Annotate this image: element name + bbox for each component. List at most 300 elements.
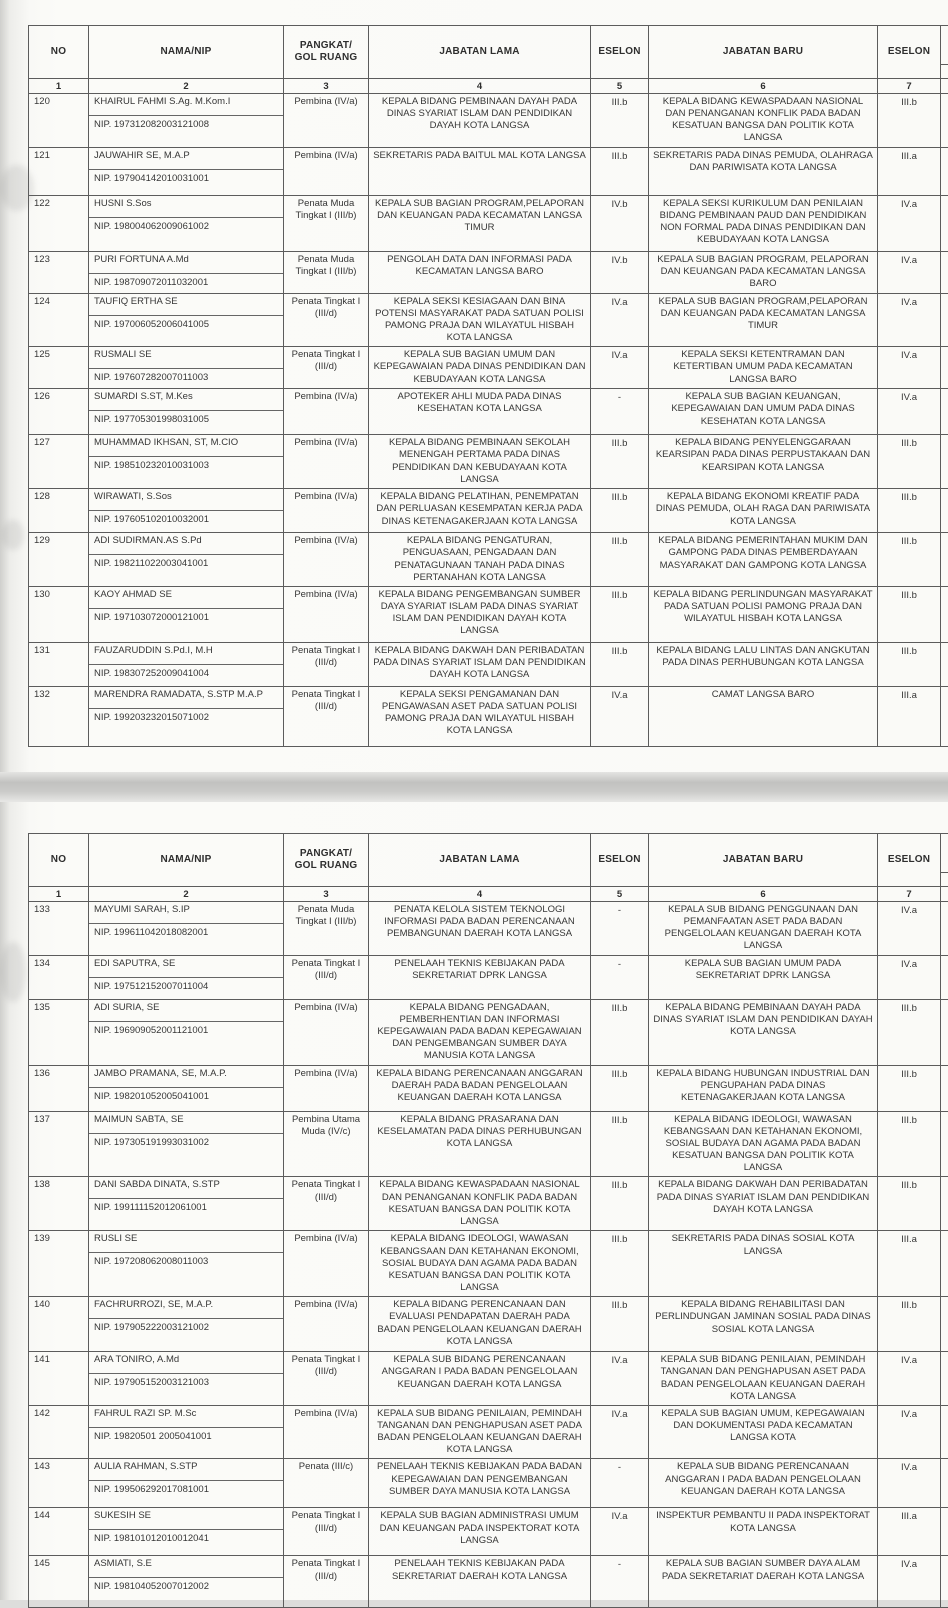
cell-nama-nip bbox=[89, 251, 284, 293]
cell-pangkat-gol: Penata (III/c) bbox=[284, 1459, 369, 1508]
cell-eselon-lama: III.b bbox=[591, 1111, 649, 1177]
cell-eselon-lama: - bbox=[591, 1459, 649, 1508]
cell-eselon-lama: III.b bbox=[591, 1297, 649, 1352]
cell-eselon-baru: III.b bbox=[878, 586, 941, 642]
table-row bbox=[29, 489, 948, 533]
person-nip: NIP. 197905222003121002 bbox=[89, 1318, 283, 1336]
cell-eselon-baru: IV.a bbox=[878, 955, 941, 999]
cell-pangkat-gol: Pembina Utama Muda (IV/c) bbox=[284, 1111, 369, 1177]
header-col-cutoff bbox=[941, 834, 948, 887]
table-row bbox=[29, 533, 948, 587]
column-number: 5 bbox=[591, 887, 649, 902]
cell-no: 134 bbox=[29, 955, 89, 999]
cell-no: 128 bbox=[29, 489, 89, 533]
person-name: PURI FORTUNA A.Md bbox=[89, 252, 283, 273]
cell-cutoff bbox=[941, 1459, 948, 1508]
header-col-no: NO bbox=[29, 834, 89, 887]
column-number: 7 bbox=[878, 887, 941, 902]
cell-cutoff bbox=[941, 955, 948, 999]
cell-cutoff bbox=[941, 435, 948, 489]
table-row bbox=[29, 586, 948, 642]
cell-pangkat-gol: Pembina (IV/a) bbox=[284, 94, 369, 148]
cell-cutoff bbox=[941, 1111, 948, 1177]
cell-nama-nip bbox=[89, 1556, 284, 1608]
cell-eselon-lama: - bbox=[591, 902, 649, 956]
cell-jabatan-lama: KEPALA SUB BIDANG PERENCANAAN ANGGARAN I PADA BADAN PENGELOLAAN KEUANGAN DAERAH KOTA LANGSA bbox=[369, 1352, 591, 1406]
header-row bbox=[29, 26, 948, 79]
cell-jabatan-lama: PENGOLAH DATA DAN INFORMASI PADA KECAMATAN LANGSA BARO bbox=[369, 251, 591, 293]
cell-pangkat-gol: Pembina (IV/a) bbox=[284, 435, 369, 489]
table-row bbox=[29, 1111, 948, 1177]
person-nip: NIP. 197208062008011003 bbox=[89, 1252, 283, 1270]
cell-jabatan-baru: KEPALA SUB BIDANG PENGGUNAAN DAN PEMANFAATAN ASET PADA BADAN PENGELOLAAN KEUANGAN DAERAH KOTA LANGSA bbox=[649, 902, 878, 956]
cell-nama-nip bbox=[89, 533, 284, 587]
column-number: 6 bbox=[649, 79, 878, 94]
cell-cutoff bbox=[941, 586, 948, 642]
cell-no: 122 bbox=[29, 195, 89, 251]
cell-cutoff bbox=[941, 389, 948, 435]
column-number: 2 bbox=[89, 887, 284, 902]
person-nip: NIP. 197512152007011004 bbox=[89, 977, 283, 995]
cell-no: 145 bbox=[29, 1556, 89, 1608]
cell-eselon-baru: III.a bbox=[878, 1231, 941, 1297]
cell-pangkat-gol: Pembina (IV/a) bbox=[284, 586, 369, 642]
cell-no: 139 bbox=[29, 1231, 89, 1297]
cell-eselon-baru: IV.a bbox=[878, 1556, 941, 1608]
table-row bbox=[29, 389, 948, 435]
header-col-jabatan-lama: JABATAN LAMA bbox=[369, 834, 591, 887]
header-col-nama-nip: NAMA/NIP bbox=[89, 834, 284, 887]
person-name: ADI SUDIRMAN.AS S.Pd bbox=[89, 533, 283, 554]
person-nip: NIP. 197605102010032001 bbox=[89, 510, 283, 528]
column-number: 4 bbox=[369, 79, 591, 94]
cell-eselon-lama: III.b bbox=[591, 999, 649, 1065]
table-row bbox=[29, 1065, 948, 1111]
cell-eselon-baru: IV.a bbox=[878, 293, 941, 347]
cell-eselon-baru: III.b bbox=[878, 489, 941, 533]
table-row bbox=[29, 94, 948, 148]
cell-no: 136 bbox=[29, 1065, 89, 1111]
person-nip: NIP. 198709072011032001 bbox=[89, 273, 283, 291]
cell-jabatan-baru: KEPALA SUB BAGIAN UMUM PADA SEKRETARIAT DPRK LANGSA bbox=[649, 955, 878, 999]
table-row bbox=[29, 999, 948, 1065]
column-number-cutoff bbox=[941, 887, 948, 902]
cell-jabatan-baru: KEPALA SEKSI KURIKULUM DAN PENILAIAN BIDANG PEMBINAAN PAUD DAN PENDIDIKAN NON FORMAL PADA DINAS PENDIDIKAN DAN KEBUDAYAAN KOTA LANGSA bbox=[649, 195, 878, 251]
cell-jabatan-baru: SEKRETARIS PADA DINAS SOSIAL KOTA LANGSA bbox=[649, 1231, 878, 1297]
person-name: AULIA RAHMAN, S.STP bbox=[89, 1459, 283, 1480]
cell-jabatan-baru: SEKRETARIS PADA DINAS PEMUDA, OLAHRAGA DAN PARIWISATA KOTA LANGSA bbox=[649, 147, 878, 195]
table-row bbox=[29, 1459, 948, 1508]
cell-jabatan-baru: KEPALA SUB BIDANG PENILAIAN, PEMINDAH TANGANAN DAN PENGHAPUSAN ASET PADA BADAN PENGELOLAAN KEUANGAN DAERAH KOTA LANGSA bbox=[649, 1352, 878, 1406]
person-nip: NIP. 196909052001121001 bbox=[89, 1021, 283, 1039]
cell-pangkat-gol: Pembina (IV/a) bbox=[284, 1065, 369, 1111]
cell-nama-nip bbox=[89, 999, 284, 1065]
table-row bbox=[29, 902, 948, 956]
cell-jabatan-baru: KEPALA SUB BAGIAN UMUM, KEPEGAWAIAN DAN DOKUMENTASI PADA KECAMATAN LANGSA KOTA bbox=[649, 1405, 878, 1459]
cell-nama-nip bbox=[89, 347, 284, 389]
cell-eselon-baru: IV.a bbox=[878, 251, 941, 293]
person-name: WIRAWATI, S.Sos bbox=[89, 489, 283, 510]
cell-no: 127 bbox=[29, 435, 89, 489]
cell-nama-nip bbox=[89, 1508, 284, 1556]
table-row bbox=[29, 1231, 948, 1297]
cell-cutoff bbox=[941, 999, 948, 1065]
cell-jabatan-baru: KEPALA SUB BAGIAN PROGRAM,PELAPORAN DAN KEUANGAN PADA KECAMATAN LANGSA TIMUR bbox=[649, 293, 878, 347]
person-name: HUSNI S.Sos bbox=[89, 196, 283, 217]
cell-eselon-lama: IV.b bbox=[591, 195, 649, 251]
cell-pangkat-gol: Pembina (IV/a) bbox=[284, 1231, 369, 1297]
cell-nama-nip bbox=[89, 902, 284, 956]
cell-jabatan-lama: KEPALA BIDANG KEWASPADAAN NASIONAL DAN PENANGANAN KONFLIK PADA BADAN KESATUAN BANGSA DAN POLITIK KOTA LANGSA bbox=[369, 1177, 591, 1231]
cell-nama-nip bbox=[89, 389, 284, 435]
cell-eselon-baru: IV.a bbox=[878, 1459, 941, 1508]
cell-cutoff bbox=[941, 1508, 948, 1556]
cell-jabatan-baru: KEPALA BIDANG DAKWAH DAN PERIBADATAN PADA DINAS SYARIAT ISLAM DAN PENDIDIKAN DAYAH KOTA LANGSA bbox=[649, 1177, 878, 1231]
person-nip: NIP. 197006052006041005 bbox=[89, 315, 283, 333]
cell-jabatan-lama: KEPALA SEKSI KESIAGAAN DAN BINA POTENSI MASYARAKAT PADA SATUAN POLISI PAMONG PRAJA DAN WILAYATUL HISBAH KOTA LANGSA bbox=[369, 293, 591, 347]
cell-eselon-lama: IV.a bbox=[591, 347, 649, 389]
cell-eselon-lama: - bbox=[591, 1556, 649, 1608]
cell-pangkat-gol: Penata Tingkat I (III/d) bbox=[284, 293, 369, 347]
cell-eselon-lama: III.b bbox=[591, 489, 649, 533]
cell-no: 129 bbox=[29, 533, 89, 587]
cell-no: 121 bbox=[29, 147, 89, 195]
cell-pangkat-gol: Pembina (IV/a) bbox=[284, 999, 369, 1065]
cell-nama-nip bbox=[89, 1405, 284, 1459]
person-nip: NIP. 198101012010012041 bbox=[89, 1529, 283, 1547]
person-nip: NIP. 197305191993031002 bbox=[89, 1133, 283, 1151]
cell-jabatan-lama: KEPALA BIDANG PELATIHAN, PENEMPATAN DAN PERLUASAN KESEMPATAN KERJA PADA DINAS KETENAGAKERJAAN KOTA LANGSA bbox=[369, 489, 591, 533]
cell-nama-nip bbox=[89, 1459, 284, 1508]
cell-cutoff bbox=[941, 686, 948, 746]
person-name: ADI SURIA, SE bbox=[89, 1000, 283, 1021]
cell-pangkat-gol: Penata Tingkat I (III/d) bbox=[284, 642, 369, 686]
table-row bbox=[29, 147, 948, 195]
cell-pangkat-gol: Penata Tingkat I (III/d) bbox=[284, 1556, 369, 1608]
cell-jabatan-baru: KEPALA BIDANG EKONOMI KREATIF PADA DINAS PEMUDA, OLAH RAGA DAN PARIWISATA KOTA LANGSA bbox=[649, 489, 878, 533]
cell-eselon-lama: III.b bbox=[591, 147, 649, 195]
personnel-mutation-table-2 bbox=[28, 833, 948, 1608]
person-name: ARA TONIRO, A.Md bbox=[89, 1352, 283, 1373]
cell-cutoff bbox=[941, 347, 948, 389]
table-row bbox=[29, 1177, 948, 1231]
person-name: SUKESIH SE bbox=[89, 1508, 283, 1529]
table-row bbox=[29, 1556, 948, 1608]
cell-eselon-lama: IV.a bbox=[591, 1405, 649, 1459]
person-name: DANI SABDA DINATA, S.STP bbox=[89, 1177, 283, 1198]
cell-eselon-baru: III.b bbox=[878, 435, 941, 489]
column-number: 7 bbox=[878, 79, 941, 94]
cell-jabatan-lama: KEPALA SUB BAGIAN ADMINISTRASI UMUM DAN KEUANGAN PADA INSPEKTORAT KOTA LANGSA bbox=[369, 1508, 591, 1556]
cell-jabatan-lama: SEKRETARIS PADA BAITUL MAL KOTA LANGSA bbox=[369, 147, 591, 195]
table-header bbox=[29, 834, 948, 902]
cell-no: 120 bbox=[29, 94, 89, 148]
scanned-page-1 bbox=[0, 0, 948, 772]
person-nip: NIP. 198510232010031003 bbox=[89, 456, 283, 474]
person-name: TAUFIQ ERTHA SE bbox=[89, 294, 283, 315]
cell-jabatan-lama: KEPALA BIDANG PERENCANAAN ANGGARAN DAERAH PADA BADAN PENGELOLAAN KEUANGAN DAERAH KOTA LANGSA bbox=[369, 1065, 591, 1111]
person-nip: NIP. 199203232015071002 bbox=[89, 708, 283, 726]
cell-nama-nip bbox=[89, 1065, 284, 1111]
cell-jabatan-baru: KEPALA BIDANG PEMBINAAN DAYAH PADA DINAS SYARIAT ISLAM DAN PENDIDIKAN DAYAH KOTA LANGSA bbox=[649, 999, 878, 1065]
column-number-row bbox=[29, 79, 948, 94]
cell-no: 131 bbox=[29, 642, 89, 686]
person-nip: NIP. 197312082003121008 bbox=[89, 115, 283, 133]
cell-jabatan-baru: KEPALA BIDANG HUBUNGAN INDUSTRIAL DAN PENGUPAHAN PADA DINAS KETENAGAKERJAAN KOTA LANGSA bbox=[649, 1065, 878, 1111]
header-col-jabatan-lama: JABATAN LAMA bbox=[369, 26, 591, 79]
person-name: MUHAMMAD IKHSAN, ST, M.CIO bbox=[89, 435, 283, 456]
cell-jabatan-lama: PENELAAH TEKNIS KEBIJAKAN PADA BADAN KEPEGAWAIAN DAN PENGEMBANGAN SUMBER DAYA MANUSIA KOTA LANGSA bbox=[369, 1459, 591, 1508]
cell-cutoff bbox=[941, 1405, 948, 1459]
cell-eselon-baru: III.b bbox=[878, 1177, 941, 1231]
cell-cutoff bbox=[941, 1556, 948, 1608]
cell-no: 142 bbox=[29, 1405, 89, 1459]
cell-no: 132 bbox=[29, 686, 89, 746]
person-nip: NIP. 19820501 2005041001 bbox=[89, 1427, 283, 1445]
cell-eselon-lama: IV.a bbox=[591, 1352, 649, 1406]
header-col-no: NO bbox=[29, 26, 89, 79]
cell-nama-nip bbox=[89, 435, 284, 489]
cell-jabatan-lama: KEPALA BIDANG PENGADAAN, PEMBERHENTIAN DAN INFORMASI KEPEGAWAIAN PADA BADAN KEPEGAWAIAN DAN PENGEMBANGAN SUMBER DAYA MANUSIA KOTA LANGSA bbox=[369, 999, 591, 1065]
person-nip: NIP. 198211022003041001 bbox=[89, 554, 283, 572]
table-row bbox=[29, 1297, 948, 1352]
table-row bbox=[29, 195, 948, 251]
cell-eselon-baru: IV.a bbox=[878, 1405, 941, 1459]
header-col-pangkat: PANGKAT/ GOL RUANG bbox=[284, 26, 369, 79]
person-nip: NIP. 198104052007012002 bbox=[89, 1577, 283, 1595]
cutoff-column-divider-line bbox=[941, 40, 948, 65]
cell-nama-nip bbox=[89, 1111, 284, 1177]
cell-jabatan-baru: KEPALA BIDANG REHABILITASI DAN PERLINDUNGAN JAMINAN SOSIAL PADA DINAS SOSIAL KOTA LANGSA bbox=[649, 1297, 878, 1352]
cell-jabatan-baru: KEPALA SUB BAGIAN SUMBER DAYA ALAM PADA SEKRETARIAT DAERAH KOTA LANGSA bbox=[649, 1556, 878, 1608]
cell-eselon-lama: III.b bbox=[591, 1231, 649, 1297]
table-row bbox=[29, 642, 948, 686]
table-row bbox=[29, 251, 948, 293]
cell-eselon-lama: IV.a bbox=[591, 686, 649, 746]
cell-no: 137 bbox=[29, 1111, 89, 1177]
person-name: FAHRUL RAZI SP. M.Sc bbox=[89, 1406, 283, 1427]
cell-eselon-lama: IV.b bbox=[591, 251, 649, 293]
cell-jabatan-lama: PENELAAH TEKNIS KEBIJAKAN PADA SEKRETARIAT DAERAH KOTA LANGSA bbox=[369, 1556, 591, 1608]
scan-artifact bbox=[0, 165, 34, 211]
cell-no: 124 bbox=[29, 293, 89, 347]
cell-eselon-lama: III.b bbox=[591, 586, 649, 642]
column-number: 1 bbox=[29, 79, 89, 94]
column-number: 3 bbox=[284, 887, 369, 902]
cell-jabatan-lama: PENATA KELOLA SISTEM TEKNOLOGI INFORMASI PADA BADAN PERENCANAAN PEMBANGUNAN DAERAH KOTA LANGSA bbox=[369, 902, 591, 956]
header-row bbox=[29, 834, 948, 887]
cell-jabatan-baru: CAMAT LANGSA BARO bbox=[649, 686, 878, 746]
cell-eselon-lama: III.b bbox=[591, 435, 649, 489]
header-col-nama-nip: NAMA/NIP bbox=[89, 26, 284, 79]
person-name: KHAIRUL FAHMI S.Ag. M.Kom.I bbox=[89, 94, 283, 115]
cell-nama-nip bbox=[89, 1177, 284, 1231]
cell-cutoff bbox=[941, 533, 948, 587]
person-nip: NIP. 198307252009041004 bbox=[89, 664, 283, 682]
cell-eselon-lama: III.b bbox=[591, 94, 649, 148]
cell-no: 143 bbox=[29, 1459, 89, 1508]
header-col-jabatan-baru: JABATAN BARU bbox=[649, 834, 878, 887]
cell-eselon-baru: III.b bbox=[878, 94, 941, 148]
person-nip: NIP. 198201052005041001 bbox=[89, 1087, 283, 1105]
cell-nama-nip bbox=[89, 1297, 284, 1352]
cell-nama-nip bbox=[89, 586, 284, 642]
cell-cutoff bbox=[941, 642, 948, 686]
cell-pangkat-gol: Penata Tingkat I (III/d) bbox=[284, 1508, 369, 1556]
cell-nama-nip bbox=[89, 1352, 284, 1406]
cell-pangkat-gol: Pembina (IV/a) bbox=[284, 389, 369, 435]
cell-nama-nip bbox=[89, 94, 284, 148]
cell-jabatan-lama: KEPALA BIDANG DAKWAH DAN PERIBADATAN PADA DINAS SYARIAT ISLAM DAN PENDIDIKAN DAYAH KOTA LANGSA bbox=[369, 642, 591, 686]
table-header bbox=[29, 26, 948, 94]
table-row bbox=[29, 1352, 948, 1406]
cell-eselon-baru: III.b bbox=[878, 1065, 941, 1111]
cell-eselon-lama: III.b bbox=[591, 1065, 649, 1111]
cell-jabatan-baru: KEPALA BIDANG IDEOLOGI, WAWASAN KEBANGSAAN DAN KETAHANAN EKONOMI, SOSIAL BUDAYA DAN AGAMA PADA BADAN KESATUAN BANGSA DAN POLITIK KOTA LANGSA bbox=[649, 1111, 878, 1177]
column-number: 1 bbox=[29, 887, 89, 902]
cell-eselon-baru: III.b bbox=[878, 999, 941, 1065]
cell-eselon-baru: III.a bbox=[878, 686, 941, 746]
person-name: FAUZARUDDIN S.Pd.I, M.H bbox=[89, 643, 283, 664]
person-name: RUSMALI SE bbox=[89, 347, 283, 368]
cell-eselon-lama: III.b bbox=[591, 642, 649, 686]
person-nip: NIP. 197905152003121003 bbox=[89, 1373, 283, 1391]
cell-eselon-baru: IV.a bbox=[878, 195, 941, 251]
table-row bbox=[29, 347, 948, 389]
cell-pangkat-gol: Penata Tingkat I (III/d) bbox=[284, 1177, 369, 1231]
cell-jabatan-baru: KEPALA BIDANG LALU LINTAS DAN ANGKUTAN PADA DINAS PERHUBUNGAN KOTA LANGSA bbox=[649, 642, 878, 686]
cell-eselon-lama: III.b bbox=[591, 533, 649, 587]
cell-jabatan-baru: KEPALA BIDANG PEMERINTAHAN MUKIM DAN GAMPONG PADA DINAS PEMBERDAYAAN MASYARAKAT DAN GAMPONG KOTA LANGSA bbox=[649, 533, 878, 587]
scan-artifact bbox=[0, 942, 26, 1002]
cell-jabatan-baru: KEPALA BIDANG PENYELENGGARAAN KEARSIPAN PADA DINAS PERPUSTAKAAN DAN KEARSIPAN KOTA LANGSA bbox=[649, 435, 878, 489]
cell-jabatan-baru: KEPALA BIDANG KEWASPADAAN NASIONAL DAN PENANGANAN KONFLIK PADA BADAN KESATUAN BANGSA DAN POLITIK KOTA LANGSA bbox=[649, 94, 878, 148]
personnel-mutation-table-1 bbox=[28, 25, 948, 747]
header-col-pangkat: PANGKAT/ GOL RUANG bbox=[284, 834, 369, 887]
cell-cutoff bbox=[941, 489, 948, 533]
cell-pangkat-gol: Pembina (IV/a) bbox=[284, 147, 369, 195]
column-number: 6 bbox=[649, 887, 878, 902]
cell-eselon-baru: IV.a bbox=[878, 902, 941, 956]
header-col-eselon-lama: ESELON bbox=[591, 26, 649, 79]
person-name: RUSLI SE bbox=[89, 1231, 283, 1252]
cell-jabatan-baru: KEPALA SEKSI KETENTRAMAN DAN KETERTIBAN UMUM PADA KECAMATAN LANGSA BARO bbox=[649, 347, 878, 389]
person-name: KAOY AHMAD SE bbox=[89, 587, 283, 608]
person-name: MAIMUN SABTA, SE bbox=[89, 1112, 283, 1133]
cell-eselon-lama: - bbox=[591, 389, 649, 435]
cell-no: 138 bbox=[29, 1177, 89, 1231]
table-row bbox=[29, 293, 948, 347]
cell-cutoff bbox=[941, 1065, 948, 1111]
column-number-row bbox=[29, 887, 948, 902]
cell-eselon-baru: IV.a bbox=[878, 1352, 941, 1406]
cell-no: 126 bbox=[29, 389, 89, 435]
cell-eselon-baru: III.b bbox=[878, 1111, 941, 1177]
cell-pangkat-gol: Pembina (IV/a) bbox=[284, 1297, 369, 1352]
table-row bbox=[29, 955, 948, 999]
person-nip: NIP. 199611042018082001 bbox=[89, 923, 283, 941]
cell-jabatan-lama: KEPALA BIDANG PRASARANA DAN KESELAMATAN PADA DINAS PERHUBUNGAN KOTA LANGSA bbox=[369, 1111, 591, 1177]
person-name: MAYUMI SARAH, S.IP bbox=[89, 902, 283, 923]
cell-jabatan-lama: KEPALA SUB BAGIAN UMUM DAN KEPEGAWAIAN PADA DINAS PENDIDIKAN DAN KEBUDAYAAN KOTA LANGSA bbox=[369, 347, 591, 389]
cell-jabatan-lama: KEPALA SEKSI PENGAMANAN DAN PENGAWASAN ASET PADA SATUAN POLISI PAMONG PRAJA DAN WILAYATUL HISBAH KOTA LANGSA bbox=[369, 686, 591, 746]
person-nip: NIP. 199111152012061001 bbox=[89, 1198, 283, 1216]
cell-eselon-baru: III.b bbox=[878, 1297, 941, 1352]
cell-pangkat-gol: Penata Tingkat I (III/d) bbox=[284, 955, 369, 999]
cell-nama-nip bbox=[89, 293, 284, 347]
cell-eselon-lama: III.b bbox=[591, 1177, 649, 1231]
cell-eselon-baru: III.a bbox=[878, 1508, 941, 1556]
cell-jabatan-lama: KEPALA BIDANG PENGATURAN, PENGUASAAN, PENGADAAN DAN PENATAGUNAAN TANAH PADA DINAS PERTANAHAN KOTA LANGSA bbox=[369, 533, 591, 587]
column-number: 2 bbox=[89, 79, 284, 94]
cell-eselon-lama: IV.a bbox=[591, 293, 649, 347]
cell-jabatan-lama: APOTEKER AHLI MUDA PADA DINAS KESEHATAN KOTA LANGSA bbox=[369, 389, 591, 435]
column-number: 3 bbox=[284, 79, 369, 94]
person-nip: NIP. 198004062009061002 bbox=[89, 217, 283, 235]
cell-eselon-baru: IV.a bbox=[878, 347, 941, 389]
cell-nama-nip bbox=[89, 955, 284, 999]
cell-pangkat-gol: Penata Tingkat I (III/d) bbox=[284, 347, 369, 389]
cell-no: 125 bbox=[29, 347, 89, 389]
cell-eselon-baru: III.b bbox=[878, 642, 941, 686]
cell-pangkat-gol: Penata Muda Tingkat I (III/b) bbox=[284, 251, 369, 293]
person-nip: NIP. 197705301998031005 bbox=[89, 410, 283, 428]
cell-jabatan-baru: KEPALA SUB BIDANG PERENCANAAN ANGGARAN I PADA BADAN PENGELOLAAN KEUANGAN DAERAH KOTA LANGSA bbox=[649, 1459, 878, 1508]
cell-jabatan-lama: KEPALA SUB BIDANG PENILAIAN, PEMINDAH TANGANAN DAN PENGHAPUSAN ASET PADA BADAN PENGELOLAAN KEUANGAN DAERAH KOTA LANGSA bbox=[369, 1405, 591, 1459]
scanned-page-2 bbox=[0, 802, 948, 1600]
cell-no: 133 bbox=[29, 902, 89, 956]
cell-pangkat-gol: Penata Tingkat I (III/d) bbox=[284, 686, 369, 746]
cell-eselon-lama: - bbox=[591, 955, 649, 999]
cell-pangkat-gol: Penata Muda Tingkat I (III/b) bbox=[284, 902, 369, 956]
column-number: 5 bbox=[591, 79, 649, 94]
person-name: ASMIATI, S.E bbox=[89, 1556, 283, 1577]
cell-nama-nip bbox=[89, 147, 284, 195]
cell-cutoff bbox=[941, 251, 948, 293]
cell-pangkat-gol: Pembina (IV/a) bbox=[284, 489, 369, 533]
cell-nama-nip bbox=[89, 489, 284, 533]
person-name: JAMBO PRAMANA, SE, M.A.P. bbox=[89, 1066, 283, 1087]
cell-pangkat-gol: Pembina (IV/a) bbox=[284, 533, 369, 587]
cell-eselon-baru: III.a bbox=[878, 147, 941, 195]
cell-jabatan-lama: KEPALA BIDANG PENGEMBANGAN SUMBER DAYA SYARIAT ISLAM PADA DINAS SYARIAT ISLAM DAN PENDIDIKAN DAYAH KOTA LANGSA bbox=[369, 586, 591, 642]
table-row bbox=[29, 1508, 948, 1556]
cell-jabatan-lama: KEPALA SUB BAGIAN PROGRAM,PELAPORAN DAN KEUANGAN PADA KECAMATAN LANGSA TIMUR bbox=[369, 195, 591, 251]
cell-nama-nip bbox=[89, 1231, 284, 1297]
person-nip: NIP. 197607282007011003 bbox=[89, 368, 283, 386]
cell-nama-nip bbox=[89, 642, 284, 686]
person-name: EDI SAPUTRA, SE bbox=[89, 956, 283, 977]
cell-no: 141 bbox=[29, 1352, 89, 1406]
header-col-eselon-lama: ESELON bbox=[591, 834, 649, 887]
person-name: JAUWAHIR SE, M.A.P bbox=[89, 148, 283, 169]
cell-eselon-baru: IV.a bbox=[878, 389, 941, 435]
person-nip: NIP. 197904142010031001 bbox=[89, 169, 283, 187]
cell-jabatan-lama: KEPALA BIDANG PERENCANAAN DAN EVALUASI PENDAPATAN DAERAH PADA BADAN PENGELOLAAN KEUANGAN DAERAH KOTA LANGSA bbox=[369, 1297, 591, 1352]
cell-jabatan-baru: KEPALA SUB BAGIAN KEUANGAN, KEPEGAWAIAN DAN UMUM PADA DINAS KESEHATAN KOTA LANGSA bbox=[649, 389, 878, 435]
cell-jabatan-baru: INSPEKTUR PEMBANTU II PADA INSPEKTORAT KOTA LANGSA bbox=[649, 1508, 878, 1556]
cell-cutoff bbox=[941, 293, 948, 347]
person-name: FACHRURROZI, SE, M.A.P. bbox=[89, 1297, 283, 1318]
cell-no: 140 bbox=[29, 1297, 89, 1352]
page-divider bbox=[0, 772, 948, 802]
cell-cutoff bbox=[941, 147, 948, 195]
cell-pangkat-gol: Pembina (IV/a) bbox=[284, 1405, 369, 1459]
person-nip: NIP. 197103072000121001 bbox=[89, 608, 283, 626]
cell-cutoff bbox=[941, 1231, 948, 1297]
cell-no: 135 bbox=[29, 999, 89, 1065]
cell-cutoff bbox=[941, 195, 948, 251]
